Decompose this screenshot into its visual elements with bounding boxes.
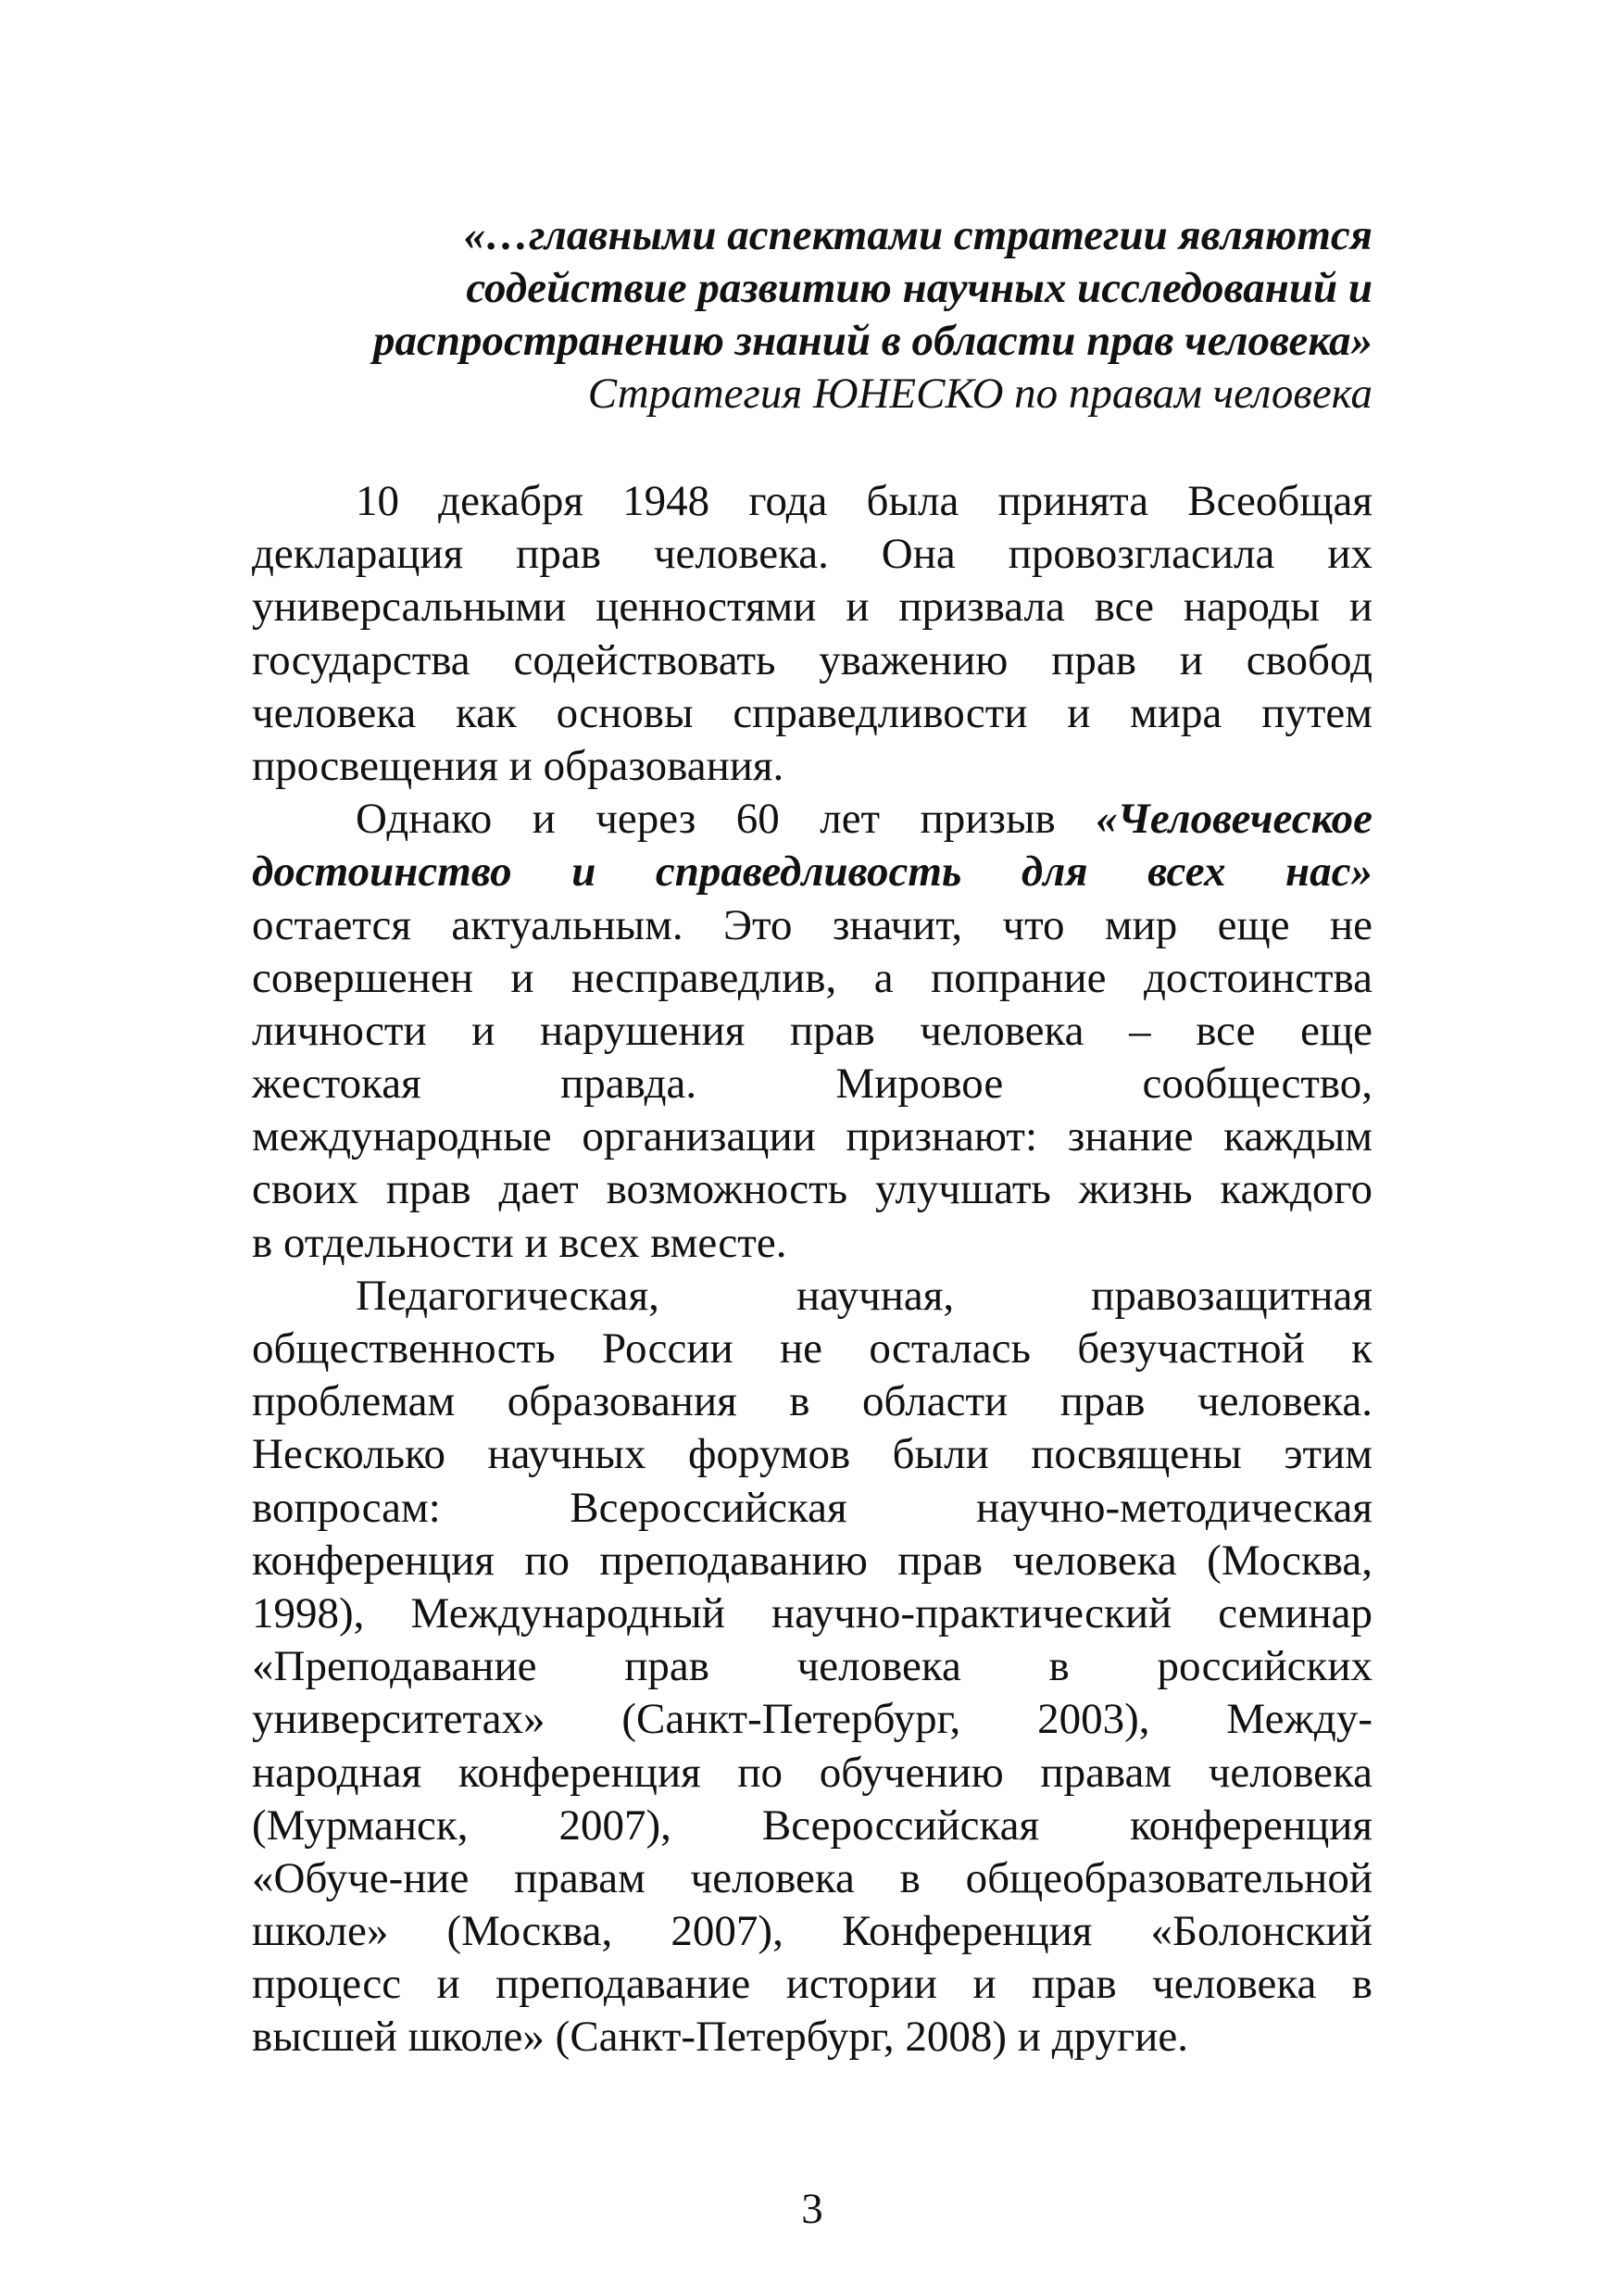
- text-line: общественность России не осталась безучастной к: [252, 1324, 1373, 1373]
- text-segment: Однако и через 60 лет призыв: [356, 795, 1097, 844]
- document-page: [252, 0, 1373, 2296]
- text-line: жестокая правда. Мировое сообщество,: [252, 1060, 1373, 1109]
- text-line: просвещения и образования.: [252, 741, 784, 790]
- page-number: 3: [801, 2185, 823, 2233]
- epigraph: [252, 209, 1373, 420]
- text-line: в отдельности и всех вместе.: [252, 1218, 787, 1267]
- text-line: универсальными ценностями и призвала все народы и: [252, 583, 1373, 632]
- text-line: высшей школе» (Санкт-Петербург, 2008) и другие.: [252, 2013, 1189, 2062]
- text-line: [252, 793, 1373, 846]
- paragraph-2: [252, 793, 1373, 1270]
- text-line: 1998), Международный научно-практический семинар: [252, 1588, 1373, 1637]
- epigraph-source: Стратегия ЮНЕСКО по правам человека: [587, 370, 1373, 418]
- text-line: Несколько научных форумов были посвящены этим: [252, 1430, 1373, 1479]
- emphasized-quote-line: достоинство и справедливость для всех нас»: [252, 847, 1373, 897]
- emphasized-quote: «Человеческое: [1096, 795, 1373, 844]
- text-line: «Обуче-ние правам человека в общеобразовательной: [252, 1853, 1373, 1902]
- body-text: [252, 475, 1373, 2064]
- text-line: вопросам: Всероссийская научно-методическая: [252, 1483, 1373, 1532]
- text-line: (Мурманск, 2007), Всероссийская конференция: [252, 1800, 1373, 1850]
- text-line: остается актуальным. Это значит, что мир еще не: [252, 900, 1373, 949]
- text-line: личности и нарушения прав человека – все еще: [252, 1006, 1373, 1055]
- text-line: международные организации признают: знание каждым: [252, 1112, 1373, 1161]
- text-line: проблемам образования в области прав человека.: [252, 1377, 1373, 1426]
- epigraph-quote-line: «…главными аспектами стратегии являются: [463, 211, 1373, 259]
- text-line: Педагогическая, научная, правозащитная: [356, 1271, 1373, 1320]
- text-line: конференция по преподаванию прав человека (Москва,: [252, 1536, 1373, 1585]
- epigraph-quote-line: содействие развитию научных исследований и: [466, 264, 1373, 312]
- paragraph-3: [252, 1270, 1373, 2064]
- epigraph-quote-line: распространению знаний в области прав человека»: [373, 317, 1373, 365]
- text-line: «Преподавание прав человека в российских: [252, 1642, 1373, 1691]
- text-line: декларация прав человека. Она провозгласила их: [252, 530, 1373, 579]
- text-line: человека как основы справедливости и мира путем: [252, 688, 1373, 737]
- paragraph-1: [252, 475, 1373, 793]
- text-line: государства содействовать уважению прав и свобод: [252, 635, 1373, 684]
- text-line: университетах» (Санкт-Петербург, 2003), Между-: [252, 1695, 1373, 1744]
- text-line: процесс и преподавание истории и прав человека в: [252, 1960, 1373, 2009]
- text-line: 10 декабря 1948 года была принята Всеобщая: [356, 477, 1373, 525]
- text-line: совершенен и несправедлив, а попрание достоинства: [252, 953, 1373, 1002]
- text-line: школе» (Москва, 2007), Конференция «Болонский: [252, 1907, 1373, 1956]
- text-line: своих прав дает возможность улучшать жизнь каждого: [252, 1165, 1373, 1214]
- text-line: народная конференция по обучению правам человека: [252, 1748, 1373, 1797]
